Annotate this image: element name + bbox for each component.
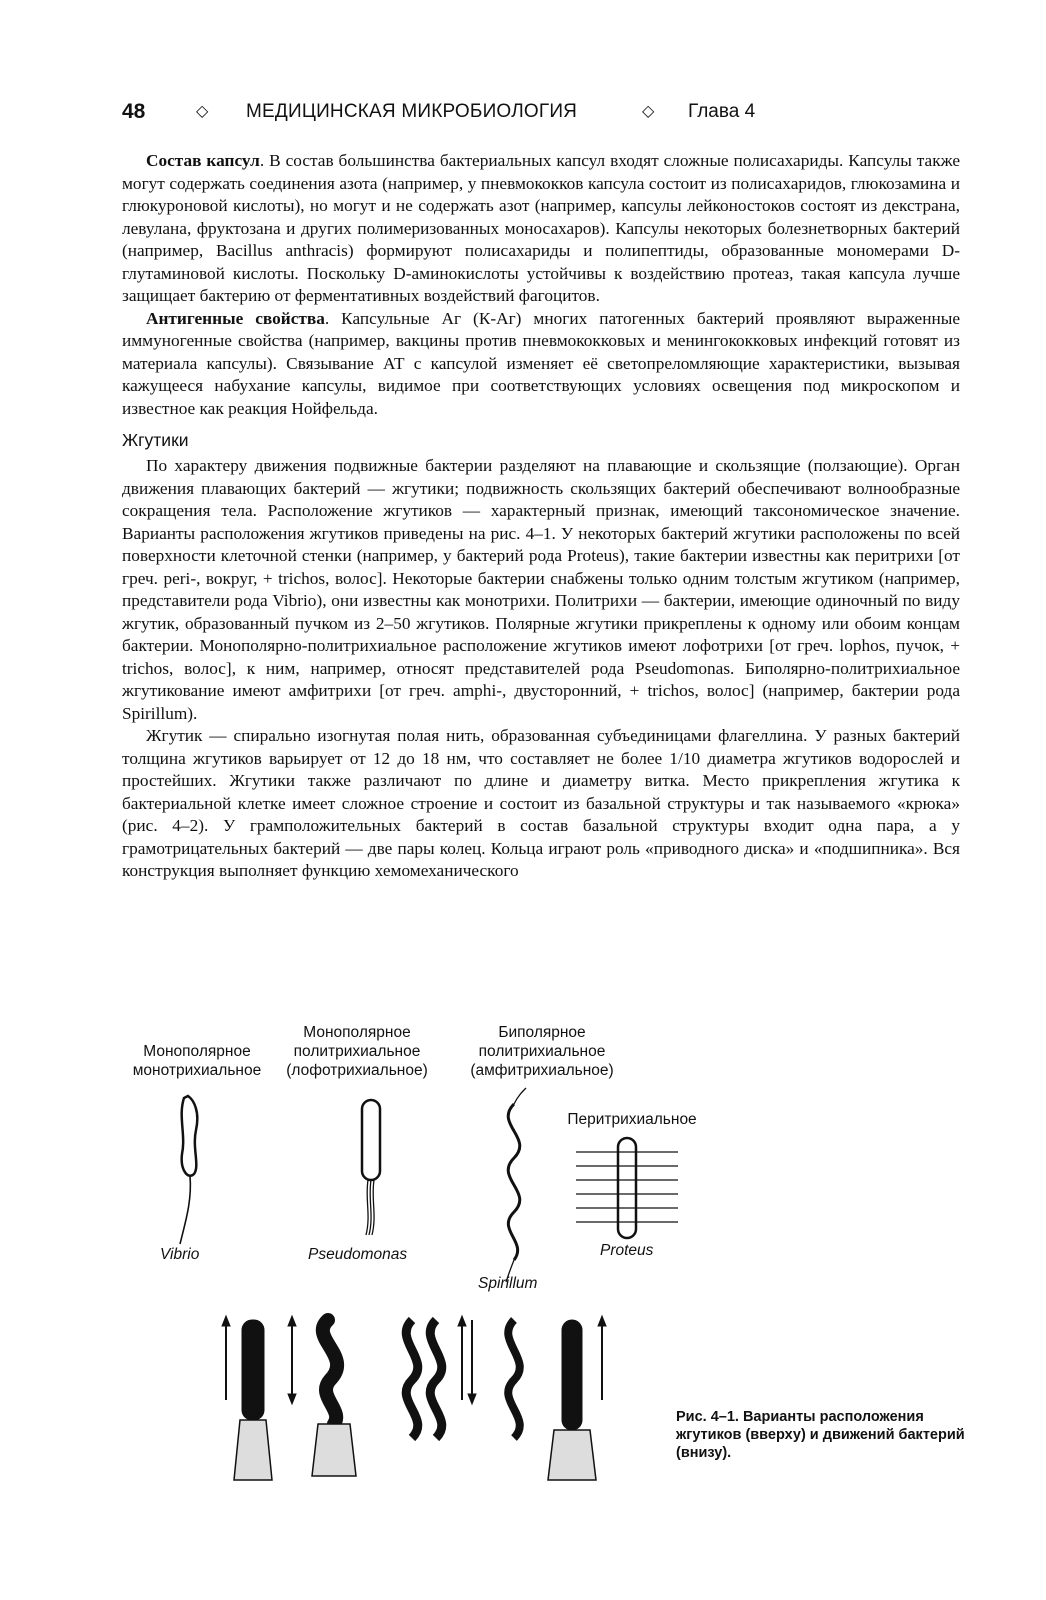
proteus-drawing (576, 1138, 678, 1238)
label-bi-polytrichous: Биполярное политрихиальное (амфитрихиальное) (470, 1024, 614, 1079)
figure-caption: Рис. 4–1. Варианты расположения жгутиков (вверху) и движений бактерий (внизу). (676, 1409, 965, 1461)
label-mono-polytrichous: Монополярное политрихиальное (лофотрихиальное) (286, 1024, 428, 1079)
book-title: МЕДИЦИНСКАЯ МИКРОБИОЛОГИЯ (246, 101, 578, 122)
runin-antigenic-properties: Антигенные свойства (146, 308, 325, 328)
runin-capsule-composition: Состав капсул (146, 151, 260, 170)
chapter-label: Глава 4 (688, 101, 756, 122)
species-pseudomonas: Pseudomonas (308, 1246, 408, 1263)
label-peritrichous: Перитрихиальное (567, 1111, 697, 1128)
diamond-separator-icon: ◇ (196, 103, 209, 120)
motion-illustration (222, 1316, 606, 1480)
body-text (122, 150, 960, 883)
species-vibrio: Vibrio (160, 1246, 200, 1263)
diamond-separator-icon-2: ◇ (642, 103, 655, 120)
page-number: 48 (122, 100, 146, 123)
text-capsule-composition: . В состав большинства бактериальных капсул входят сложные полисахариды. Капсулы также могут содержать соединения азота (например, у пневмококков капсула состоит из полисахаридов, глюкозамина и глюкуроновой кислоты), но могут и не содержать азот (например, капсулы лейконостоков состоят из декстрана, левулана, фруктозана и других полимеризованных моносахаров). Капсулы некоторых болезнетворных бактерий (например, Bacillus anthracis) формируют полисахариды и полипептиды, образованные мономерами D-глутаминовой кислоты. Поскольку D-аминокислоты устойчивы к воздействию протеаз, такая капсула лучше защищает бактерию от ферментативных воздействий фагоцитов. (122, 151, 961, 305)
vibrio-drawing (180, 1096, 197, 1244)
text-antigenic-properties: . Капсульные Аг (К-Аг) многих патогенных бактерий проявляют выраженные иммуногенные свойства (например, вакцины против пневмококковых и менингококковых инфекций готовят из материала капсулы). Связывание АТ с капсулой изменяет её светопреломляющие характеристики, вызывая кажущееся набухание капсулы, видимое при соответствующих условиях освещения под микроскопом и известное как реакция Нойфельда. (122, 308, 960, 418)
spirillum-drawing (506, 1088, 526, 1282)
paragraph-capsule-composition (122, 150, 960, 308)
paragraph-flagella-1: По характеру движения подвижные бактерии разделяют на плавающие и скользящие (ползающие). Орган движения плавающих бактерий — жгутики; подвижность скользящих бактерий обеспечивают волнообразные сокращения тела. Расположение жгутиков — характерный признак, имеющий таксономическое значение. Варианты расположения жгутиков приведены на рис. 4–1. У некоторых бактерий жгутики расположены по всей поверхности клеточной стенки (например, у бактерий рода Proteus), такие бактерии известны как перитрихи [от греч. peri-, вокруг, + trichos, волос]. Некоторые бактерии снабжены только одним толстым жгутиком (например, представители рода Vibrio), они известны как монотрихи. Политрихи — бактерии, имеющие одиночный по виду жгутик, образованный пучком из 2–50 жгутиков. Полярные жгутики прикреплены к одному или обоим концам бактерии. Монополярно-политрихиальное расположение жгутиков имеют лофотрихи [от греч. lophos, пучок, + trichos, волос], к ним, например, относят представителей рода Pseudomonas. Биполярно-политрихиальное жгутикование имеют амфитрихи [от греч. amphi-, двусторонний, + trichos, волос] (например, бактерии рода Spirillum). (122, 456, 960, 723)
paragraph-flagella-2: Жгутик — спирально изогнутая полая нить, образованная субъединицами флагеллина. У разных бактерий толщина жгутиков варьирует от 12 до 18 нм, что составляет не более 1/10 диаметра жгутиков водорослей и простейших. Жгутики также различают по длине и диаметру витка. Место прикрепления жгутика к бактериальной клетке имеет сложное строение и состоит из базальной структуры и так называемого «крюка» (рис. 4–2). У грамположительных бактерий в состав базальной структуры входит одна пара, а у грамотрицательных бактерий — две пары колец. Кольца играют роль «приводного диска» и «подшипника». Вся конструкция выполняет функцию хемомеханического (122, 726, 960, 880)
section-heading-flagella: Жгутики (122, 430, 189, 450)
pseudomonas-drawing (362, 1100, 380, 1235)
paragraph-antigenic-properties (122, 308, 960, 421)
species-spirillum: Spirillum (478, 1275, 538, 1292)
species-proteus: Proteus (600, 1242, 654, 1259)
running-header (122, 100, 962, 128)
label-mono-monotrichous: Монополярное монотрихиальное (132, 1043, 262, 1079)
